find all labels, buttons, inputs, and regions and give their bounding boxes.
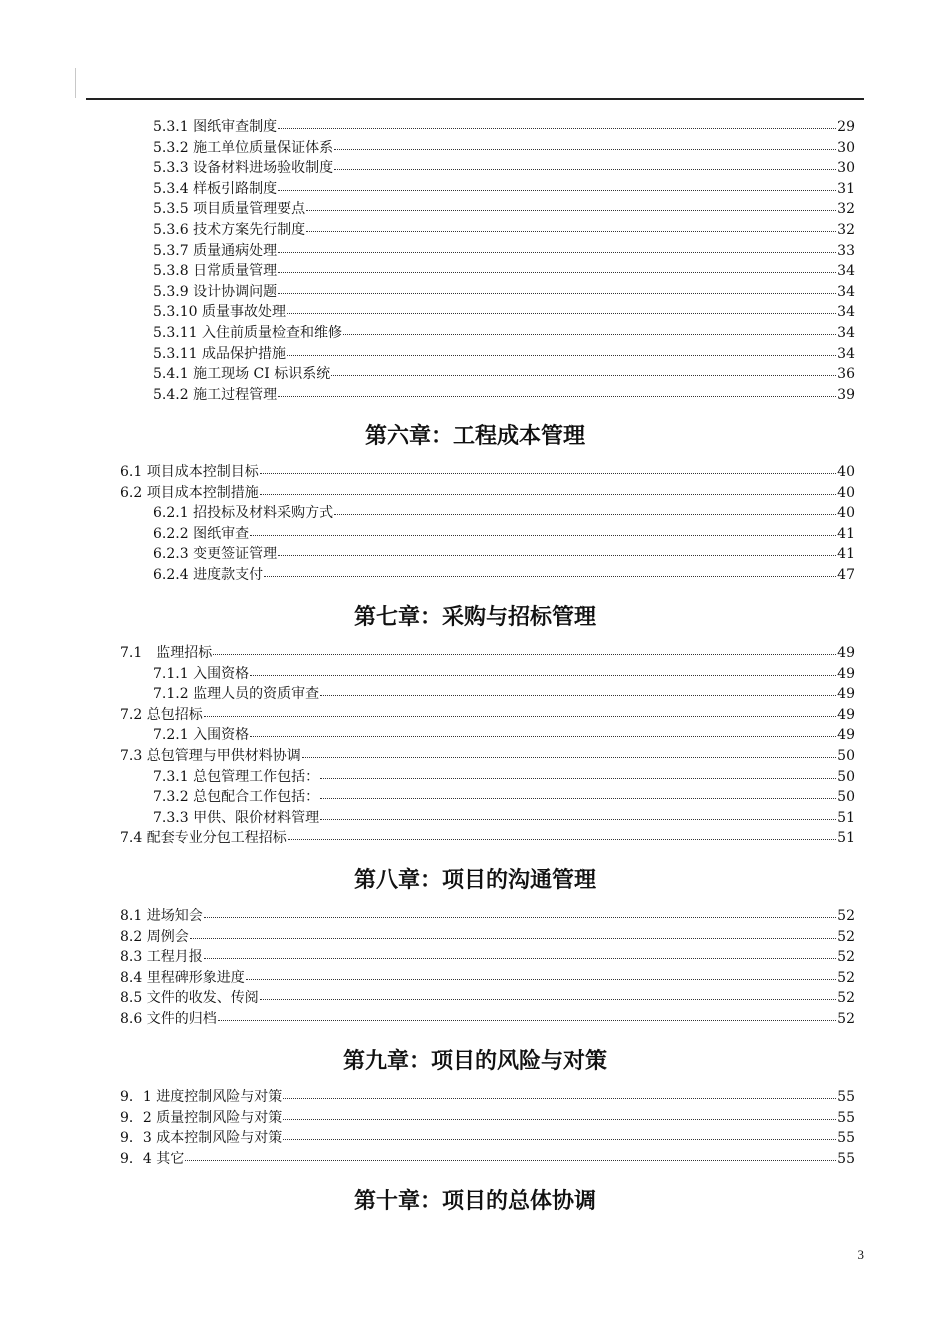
- toc-entry-page: 50: [837, 789, 855, 806]
- toc-entry[interactable]: [153, 178, 855, 198]
- margin-crop-mark: [75, 68, 76, 98]
- toc-entry[interactable]: [153, 543, 855, 563]
- toc-entry-page: 49: [837, 665, 855, 682]
- toc-dot-leader: [283, 1105, 836, 1120]
- toc-entry-page: 49: [837, 645, 855, 661]
- toc-entry-page: 51: [837, 830, 855, 847]
- toc-dot-leader: [331, 361, 836, 376]
- toc-entry[interactable]: [153, 322, 855, 342]
- toc-dot-leader: [287, 341, 836, 356]
- toc-entry-label: 8.1 进场知会: [120, 908, 203, 924]
- toc-entry-label: 7.1.2 监理人员的资质审查: [153, 686, 320, 703]
- toc-entry-page: 31: [837, 180, 855, 197]
- header-rule: [86, 98, 864, 100]
- toc-entry[interactable]: [153, 116, 855, 136]
- toc-entry-page: 39: [837, 386, 855, 403]
- toc-entry-label: 5.3.3 设备材料进场验收制度: [153, 160, 334, 177]
- toc-dot-leader: [334, 155, 836, 170]
- chapter-title: 第六章：工程成本管理: [364, 424, 585, 449]
- toc-entry[interactable]: [120, 946, 855, 966]
- toc-dot-leader: [260, 985, 836, 1000]
- toc-dot-leader: [278, 258, 836, 273]
- toc-entry-label: 6.2 项目成本控制措施: [120, 484, 259, 501]
- toc-dot-leader: [246, 965, 836, 980]
- toc-entry[interactable]: [120, 1086, 855, 1106]
- toc-dot-leader: [334, 135, 836, 150]
- toc-entry-label: 7.1 监理招标: [120, 645, 213, 661]
- toc-dot-leader: [250, 722, 836, 737]
- toc-entry-label: 7.2.1 入围资格: [153, 727, 250, 744]
- toc-entry[interactable]: [153, 240, 855, 260]
- toc-entry[interactable]: [153, 343, 855, 363]
- toc-entry-label: 7.3.3 甲供、限价材料管理: [153, 809, 320, 826]
- toc-entry-label: 5.3.1 图纸审查制度: [153, 119, 278, 135]
- toc-entry-label: 7.3 总包管理与甲供材料协调: [120, 748, 301, 764]
- toc-entry-page: 52: [837, 969, 855, 986]
- toc-entry[interactable]: [120, 905, 855, 925]
- toc-entry-page: 41: [837, 546, 855, 563]
- page-number: 3: [857, 1247, 864, 1262]
- toc-entry-page: 49: [837, 706, 855, 723]
- toc-dot-leader: [204, 944, 836, 959]
- toc-entry[interactable]: [120, 987, 855, 1007]
- toc-entry[interactable]: [120, 967, 855, 987]
- toc-dot-leader: [185, 1146, 836, 1161]
- toc-entry-label: 7.2 总包招标: [120, 706, 203, 723]
- toc-entry-label: 6.2.1 招投标及材料采购方式: [153, 505, 334, 522]
- toc-entry-page: 52: [837, 990, 855, 1007]
- toc-entry-page: 51: [837, 809, 855, 826]
- chapter-title: 第九章：项目的风险与对策: [342, 1049, 607, 1074]
- toc-dot-leader: [250, 521, 836, 536]
- toc-entry-page: 40: [837, 484, 855, 501]
- toc-entry-label: 5.3.6 技术方案先行制度: [153, 222, 306, 238]
- toc-entry[interactable]: [153, 502, 855, 522]
- toc-entry-label: 5.4.2 施工过程管理: [153, 386, 278, 403]
- toc-entry-label: 6.2.4 进度款支付: [153, 567, 264, 583]
- toc-entry[interactable]: [120, 461, 855, 481]
- toc-dot-leader: [283, 1125, 836, 1140]
- toc-entry-label: 6.2.2 图纸审查: [153, 525, 250, 542]
- toc-entry[interactable]: [120, 482, 855, 502]
- toc-entry[interactable]: [153, 807, 855, 827]
- chapter-title: 第七章：采购与招标管理: [353, 605, 596, 630]
- toc-entry[interactable]: [153, 663, 855, 683]
- toc-dot-leader: [278, 176, 836, 191]
- toc-entry-page: 55: [837, 1109, 855, 1126]
- toc-entry-page: 55: [837, 1089, 855, 1105]
- toc-entry-label: 5.3.5 项目质量管理要点: [153, 201, 306, 218]
- toc-entry[interactable]: [120, 1008, 855, 1028]
- toc-entry[interactable]: [153, 137, 855, 157]
- toc-entry-page: 49: [837, 686, 855, 703]
- toc-entry-label: 8.3 工程月报: [120, 949, 203, 966]
- toc-dot-leader: [204, 903, 836, 918]
- toc-entry[interactable]: [120, 642, 855, 662]
- toc-dot-leader: [278, 382, 836, 397]
- toc-entry-page: 40: [837, 505, 855, 522]
- toc-entry-label: 9．1 进度控制风险与对策: [120, 1089, 283, 1105]
- toc-dot-leader: [320, 805, 836, 820]
- toc-entry-page: 33: [837, 242, 855, 259]
- toc-dot-leader: [334, 500, 836, 515]
- toc-entry-page: 32: [837, 201, 855, 218]
- toc-entry-label: 9．2 质量控制风险与对策: [120, 1109, 283, 1126]
- toc-entry-label: 7.3.2 总包配合工作包括：: [153, 789, 320, 806]
- toc-entry-label: 9．3 成本控制风险与对策: [120, 1130, 283, 1147]
- chapter-title: 第八章：项目的沟通管理: [353, 868, 596, 893]
- toc-entry-label: 7.1.1 入围资格: [153, 665, 250, 682]
- toc-dot-leader: [264, 562, 836, 577]
- toc-entry-label: 5.4.1 施工现场 CI 标识系统: [153, 366, 331, 383]
- toc-entry[interactable]: [153, 219, 855, 239]
- toc-dot-leader: [320, 681, 836, 696]
- toc-dot-leader: [343, 320, 836, 335]
- toc-entry[interactable]: [153, 683, 855, 703]
- toc-entry-label: 7.3.1 总包管理工作包括：: [153, 768, 320, 785]
- toc-entry[interactable]: [120, 926, 855, 946]
- toc-entry-page: 40: [837, 464, 855, 480]
- toc-entry[interactable]: [153, 260, 855, 280]
- toc-entry-page: 49: [837, 727, 855, 744]
- toc-entry[interactable]: [153, 198, 855, 218]
- toc-dot-leader: [250, 661, 836, 676]
- toc-dot-leader: [190, 924, 836, 939]
- toc-dot-leader: [218, 1006, 836, 1021]
- toc-entry-label: 8.2 周例会: [120, 928, 189, 945]
- toc-entry-label: 6.1 项目成本控制目标: [120, 464, 259, 480]
- toc-entry-page: 52: [837, 928, 855, 945]
- toc-entry[interactable]: [153, 564, 855, 584]
- toc-entry-label: 5.3.11 成品保护措施: [153, 345, 286, 362]
- toc-entry-label: 8.5 文件的收发、传阅: [120, 990, 259, 1007]
- toc-entry[interactable]: [153, 786, 855, 806]
- toc-entry-page: 55: [837, 1130, 855, 1147]
- toc-entry-label: 8.4 里程碑形象进度: [120, 969, 245, 986]
- toc-entry-label: 5.3.2 施工单位质量保证体系: [153, 139, 334, 156]
- toc-entry-page: 50: [837, 768, 855, 785]
- toc-entry-page: 50: [837, 748, 855, 764]
- toc-dot-leader: [302, 743, 836, 758]
- toc-dot-leader: [278, 541, 836, 556]
- toc-entry-page: 47: [837, 567, 855, 583]
- toc-entry-page: 41: [837, 525, 855, 542]
- toc-entry[interactable]: [153, 523, 855, 543]
- toc-entry[interactable]: [153, 384, 855, 404]
- toc-dot-leader: [213, 640, 836, 655]
- toc-dot-leader: [288, 825, 836, 840]
- toc-dot-leader: [306, 217, 836, 232]
- toc-entry[interactable]: [153, 157, 855, 177]
- toc-entry-page: 34: [837, 325, 855, 341]
- toc-entry-label: 7.4 配套专业分包工程招标: [120, 830, 287, 847]
- toc-entry[interactable]: [153, 281, 855, 301]
- toc-entry-page: 52: [837, 949, 855, 966]
- toc-entry-page: 29: [837, 119, 855, 135]
- toc-entry[interactable]: [153, 766, 855, 786]
- toc-entry[interactable]: [153, 363, 855, 383]
- toc-dot-leader: [306, 196, 836, 211]
- toc-dot-leader: [320, 764, 836, 779]
- toc-entry[interactable]: [120, 745, 855, 765]
- toc-entry-page: 52: [837, 1011, 855, 1027]
- toc-entry-page: 34: [837, 263, 855, 280]
- toc-entry-label: 8.6 文件的归档: [120, 1011, 217, 1027]
- chapter-title: 第十章：项目的总体协调: [353, 1189, 596, 1214]
- toc-dot-leader: [260, 459, 836, 474]
- toc-entry[interactable]: [153, 301, 855, 321]
- toc-dot-leader: [287, 299, 836, 314]
- toc-dot-leader: [278, 279, 836, 294]
- toc-entry[interactable]: [120, 827, 855, 847]
- toc-entry-label: 5.3.8 日常质量管理: [153, 263, 278, 280]
- toc-entry-label: 9．4 其它: [120, 1150, 185, 1167]
- toc-entry-page: 55: [837, 1150, 855, 1167]
- toc-entry-page: 30: [837, 160, 855, 177]
- toc-entry[interactable]: [153, 724, 855, 744]
- toc-dot-leader: [260, 480, 836, 495]
- toc-entry-label: 5.3.10 质量事故处理: [153, 304, 286, 321]
- toc-dot-leader: [320, 784, 836, 799]
- toc-entry[interactable]: [120, 1148, 855, 1168]
- toc-entry-page: 36: [837, 366, 855, 383]
- toc-entry-page: 34: [837, 345, 855, 362]
- toc-entry-label: 5.3.4 样板引路制度: [153, 180, 278, 197]
- toc-entry-page: 34: [837, 304, 855, 321]
- toc-entry[interactable]: [120, 704, 855, 724]
- toc-entry-page: 52: [837, 908, 855, 924]
- toc-entry-page: 32: [837, 222, 855, 238]
- toc-entry-label: 5.3.7 质量通病处理: [153, 242, 278, 259]
- toc-dot-leader: [204, 702, 836, 717]
- toc-dot-leader: [278, 238, 836, 253]
- toc-dot-leader: [278, 114, 836, 129]
- toc-entry-page: 30: [837, 139, 855, 156]
- toc-entry-label: 5.3.11 入住前质量检查和维修: [153, 325, 342, 341]
- toc-dot-leader: [283, 1084, 836, 1099]
- toc-entry[interactable]: [120, 1107, 855, 1127]
- toc-entry[interactable]: [120, 1127, 855, 1147]
- toc-entry-page: 34: [837, 283, 855, 300]
- toc-entry-label: 6.2.3 变更签证管理: [153, 546, 278, 563]
- toc-entry-label: 5.3.9 设计协调问题: [153, 283, 278, 300]
